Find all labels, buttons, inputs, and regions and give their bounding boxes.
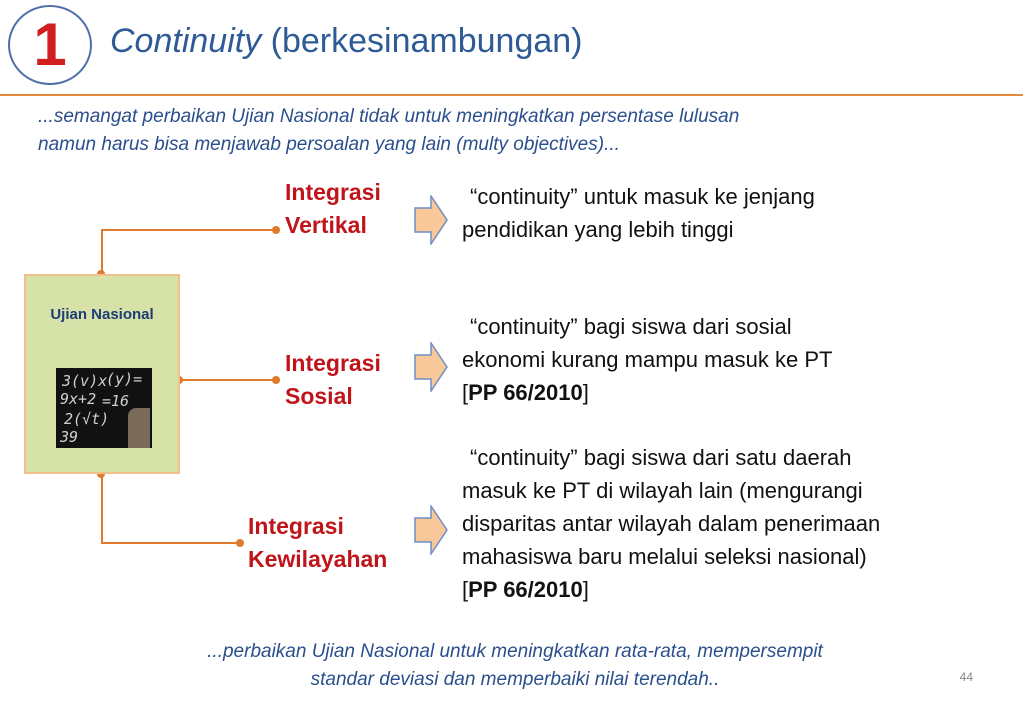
connector-middle-horizontal: [180, 379, 277, 381]
branch-label-kewilayahan: [248, 510, 387, 576]
connector-dot: [272, 226, 280, 234]
page-number: 44: [959, 670, 973, 684]
connector-top-horizontal: [101, 229, 277, 231]
number-badge: [8, 5, 92, 85]
description-line: “continuity” bagi siswa dari satu daerah: [470, 445, 852, 470]
connector-bottom-vertical: [101, 474, 103, 544]
chalkboard-math-photo-icon: 3(v)x (y)= 9x+2 =16 2(√t) 39: [56, 368, 152, 448]
connector-bottom-horizontal: [101, 542, 241, 544]
description-reference: [PP 66/2010]: [462, 380, 589, 405]
right-arrow-icon: [414, 342, 448, 392]
right-arrow-icon: [414, 505, 448, 555]
description-line: “continuity” bagi siswa dari sosial: [470, 314, 792, 339]
page-title: [110, 22, 583, 61]
closing-line: ...perbaikan Ujian Nasional untuk meningkatkan rata-rata, mempersempit: [207, 641, 823, 662]
title-italic: Continuity: [110, 22, 262, 60]
connector-top-vertical: [101, 229, 103, 275]
closing-text: [60, 638, 970, 694]
right-arrow-icon: [414, 195, 448, 245]
description-line: mahasiswa baru melalui seleksi nasional): [462, 544, 867, 569]
branch-label-line: Integrasi: [248, 513, 344, 539]
branch-description-kewilayahan: [462, 441, 880, 606]
intro-line: ...semangat perbaikan Ujian Nasional tidak untuk meningkatkan persentase lulusan: [38, 106, 740, 127]
branch-label-line: Vertikal: [285, 212, 367, 238]
badge-number: 1: [33, 11, 67, 78]
connector-dot: [272, 376, 280, 384]
description-line: “continuity” untuk masuk ke jenjang: [470, 184, 815, 209]
ujian-nasional-box: [24, 274, 180, 474]
description-line: pendidikan yang lebih tinggi: [462, 217, 734, 242]
closing-line: standar deviasi dan memperbaiki nilai terendah..: [310, 669, 720, 690]
intro-line: namun harus bisa menjawab persoalan yang lain (multy objectives)...: [38, 134, 620, 155]
branch-label-line: Kewilayahan: [248, 546, 388, 572]
branch-label-line: Integrasi: [285, 350, 381, 376]
branch-label-vertikal: [285, 176, 381, 242]
branch-description-sosial: [462, 310, 833, 409]
connector-dot: [236, 539, 244, 547]
description-line: masuk ke PT di wilayah lain (mengurangi: [462, 478, 863, 503]
branch-label-line: Sosial: [285, 383, 353, 409]
description-reference: [PP 66/2010]: [462, 577, 589, 602]
branch-description-vertikal: [462, 180, 815, 246]
branch-label-line: Integrasi: [285, 179, 381, 205]
description-line: ekonomi kurang mampu masuk ke PT: [462, 347, 833, 372]
intro-text: [38, 103, 998, 159]
branch-label-sosial: [285, 347, 381, 413]
description-line: disparitas antar wilayah dalam penerimaan: [462, 511, 881, 536]
title-rest: (berkesinambungan): [270, 22, 583, 60]
box-label: Ujian Nasional: [50, 306, 154, 323]
header-divider: [0, 94, 1023, 96]
